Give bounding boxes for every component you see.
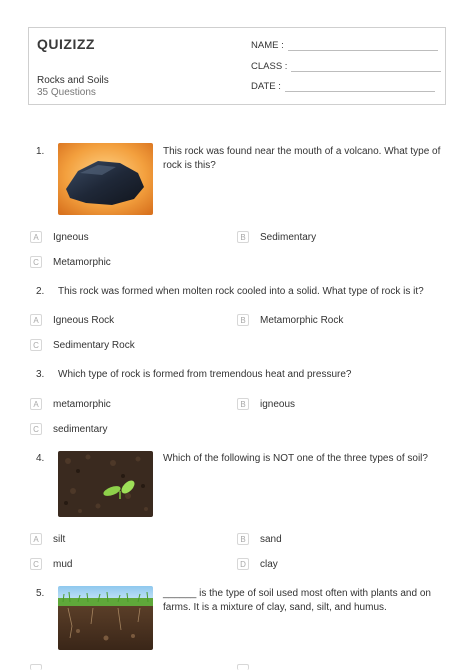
answer-option[interactable] [30,314,114,326]
answer-option[interactable] [30,558,72,570]
option-letter: A [30,533,42,545]
answer-option[interactable] [30,533,65,545]
date-label: DATE : [251,81,281,92]
option-letter: A [30,398,42,410]
option-text: clay [260,558,278,570]
name-field [251,40,438,51]
answer-option[interactable] [237,558,278,570]
soil-sprout-image [58,451,153,517]
option-letter: B [237,533,249,545]
option-letter: C [30,339,42,351]
answer-option[interactable] [30,339,135,351]
option-text: metamorphic [53,398,111,410]
answer-option[interactable] [30,231,89,243]
option-text: sedimentary [53,423,108,435]
option-text: Metamorphic Rock [260,314,344,326]
question-count: 35 Questions [37,87,96,98]
option-letter [30,664,42,670]
answer-option[interactable] [237,231,316,243]
answer-option[interactable] [237,664,249,670]
question-text: ______ is the type of soil used most often with plants and on farms. It is a mixture of clay, sand, silt, and humus. [163,588,431,613]
answer-option[interactable] [237,314,343,326]
question-number: 1. [36,146,45,157]
option-text: igneous [260,398,296,410]
question-text: This rock was formed when molten rock cooled into a solid. What type of rock is it? [58,286,424,297]
option-text: Igneous Rock [53,314,115,326]
volcanic-rock-image [58,143,153,215]
question-text: This rock was found near the mouth of a volcano. What type of rock is this? [163,146,441,171]
date-field [251,81,435,92]
quizizz-logo [37,36,95,52]
option-text: Sedimentary [260,231,317,243]
answer-option[interactable] [30,423,107,435]
class-label: CLASS : [251,61,288,72]
soil-layers-image [58,586,153,650]
option-letter [237,664,249,670]
question-number: 5. [36,588,45,599]
class-line [291,63,441,72]
date-line [285,83,435,92]
question-number: 4. [36,453,45,464]
option-letter: C [30,558,42,570]
worksheet-title: Rocks and Soils [37,75,109,86]
answer-option[interactable] [237,533,282,545]
worksheet-header [28,27,446,105]
question-number: 3. [36,369,45,380]
option-letter: A [30,231,42,243]
option-text: Metamorphic [53,256,111,268]
question-number: 2. [36,286,45,297]
option-text: Sedimentary Rock [53,339,135,351]
name-line [288,42,438,51]
answer-option[interactable] [30,398,111,410]
option-letter: B [237,314,249,326]
class-field [251,61,441,72]
option-letter: D [237,558,249,570]
option-text: Igneous [53,231,89,243]
option-letter: B [237,398,249,410]
question-text: Which of the following is NOT one of the three types of soil? [163,453,428,464]
option-letter: C [30,256,42,268]
answer-option[interactable] [30,256,111,268]
option-text: silt [53,533,66,545]
question-text: Which type of rock is formed from tremendous heat and pressure? [58,369,352,380]
answer-option[interactable] [237,398,295,410]
option-text: sand [260,533,282,545]
option-letter: C [30,423,42,435]
option-letter: A [30,314,42,326]
name-label: NAME : [251,40,284,51]
logo-text: QUIZIZZ [37,36,95,52]
option-letter: B [237,231,249,243]
answer-option[interactable] [30,664,42,670]
option-text: mud [53,558,73,570]
